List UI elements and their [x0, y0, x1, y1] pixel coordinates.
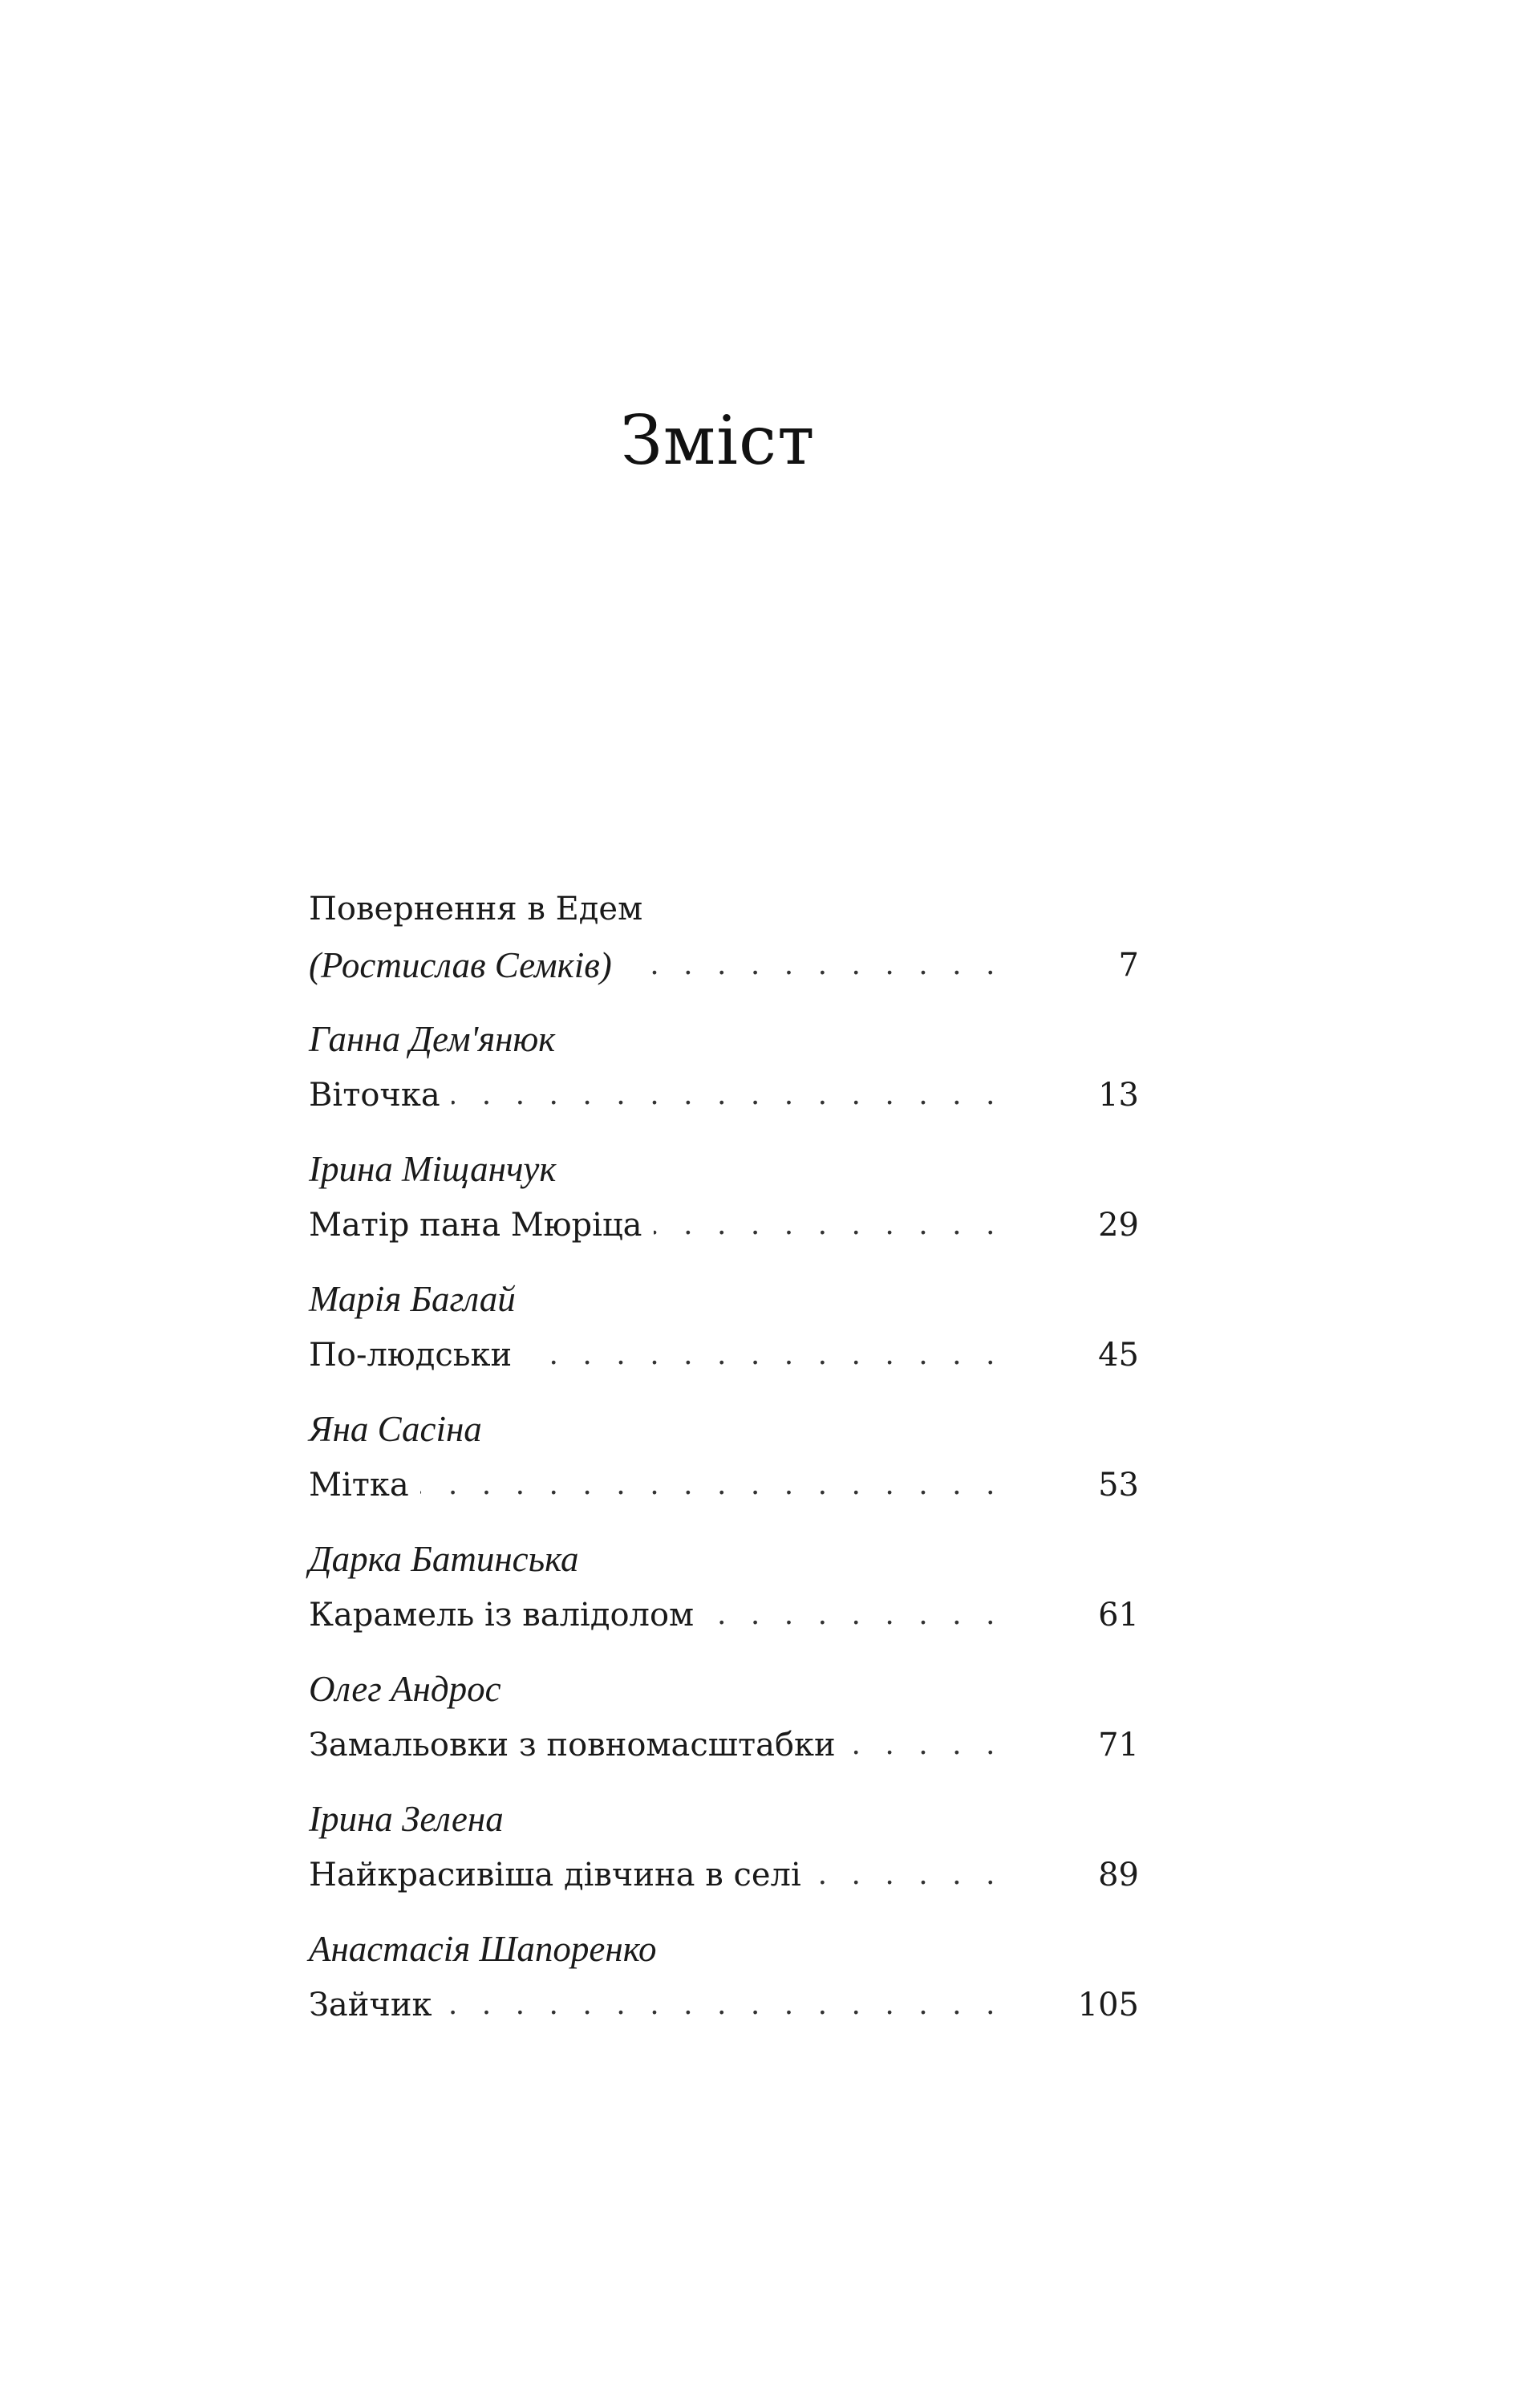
- toc-entry: [309, 1921, 1139, 2033]
- entry-row: [309, 1327, 1139, 1383]
- toc-entry: [309, 1531, 1139, 1643]
- dot-leader: [452, 1067, 1003, 1123]
- toc-entry: [309, 1791, 1139, 1903]
- toc-entry: [309, 1401, 1139, 1513]
- entry-title: Замальовки з повномасштабки: [309, 1727, 836, 1764]
- dot-leader: [813, 1847, 1003, 1903]
- dot-leader: [444, 1977, 1003, 2033]
- entry-row: [309, 1587, 1139, 1643]
- entry-row: [309, 1977, 1139, 2033]
- entry-row: [309, 1847, 1139, 1903]
- toc-entry: [309, 1011, 1139, 1123]
- page-title: Зміст: [620, 401, 816, 480]
- entry-row: [309, 1067, 1139, 1123]
- page-number: 53: [1098, 1467, 1139, 1504]
- table-of-contents: [309, 881, 1139, 2051]
- entry-heading: Повернення в Едем: [309, 891, 643, 928]
- entry-title: Найкрасивіша дівчина в селі: [309, 1857, 801, 1894]
- entry-title: Матір пана Мюріца: [309, 1207, 642, 1244]
- entry-title: По-людськи: [309, 1337, 513, 1374]
- author-name: Марія Баглай: [309, 1279, 516, 1319]
- entry-row: [309, 937, 1139, 993]
- page-number: 89: [1098, 1857, 1139, 1894]
- page-number: 45: [1098, 1337, 1139, 1374]
- page-number: 7: [1118, 947, 1139, 984]
- entry-row: [309, 1457, 1139, 1513]
- dot-leader: [420, 1457, 1003, 1513]
- dot-leader: [654, 1197, 1003, 1253]
- author-name: Яна Сасіна: [309, 1409, 482, 1449]
- entry-title: (Ростислав Семків): [309, 945, 612, 985]
- author-name: Ганна Дем'янюк: [309, 1019, 556, 1059]
- dot-leader: [523, 1327, 1003, 1383]
- author-name: Ірина Зелена: [309, 1799, 504, 1839]
- entry-title: Карамель із валідолом: [309, 1597, 695, 1634]
- dot-leader: [847, 1717, 1003, 1773]
- entry-title: Віточка: [309, 1077, 440, 1114]
- entry-row: [309, 1717, 1139, 1773]
- page-number: 105: [1077, 1987, 1139, 2024]
- author-name: Ірина Міщанчук: [309, 1149, 557, 1189]
- author-name: Анастасія Шапоренко: [309, 1929, 657, 1969]
- entry-title: Мітка: [309, 1467, 409, 1504]
- entry-row: [309, 1197, 1139, 1253]
- dot-leader: [705, 1587, 1003, 1643]
- toc-entry: [309, 1661, 1139, 1773]
- page-number: 71: [1098, 1727, 1139, 1764]
- page-number: 61: [1098, 1597, 1139, 1634]
- entry-title: Зайчик: [309, 1987, 432, 2024]
- toc-entry: [309, 881, 1139, 993]
- author-name: Олег Андрос: [309, 1669, 501, 1709]
- toc-entry: [309, 1271, 1139, 1383]
- page-number: 29: [1098, 1207, 1139, 1244]
- page-number: 13: [1098, 1077, 1139, 1114]
- toc-entry: [309, 1141, 1139, 1253]
- author-name: Дарка Батинська: [309, 1539, 579, 1579]
- dot-leader: [623, 937, 1003, 993]
